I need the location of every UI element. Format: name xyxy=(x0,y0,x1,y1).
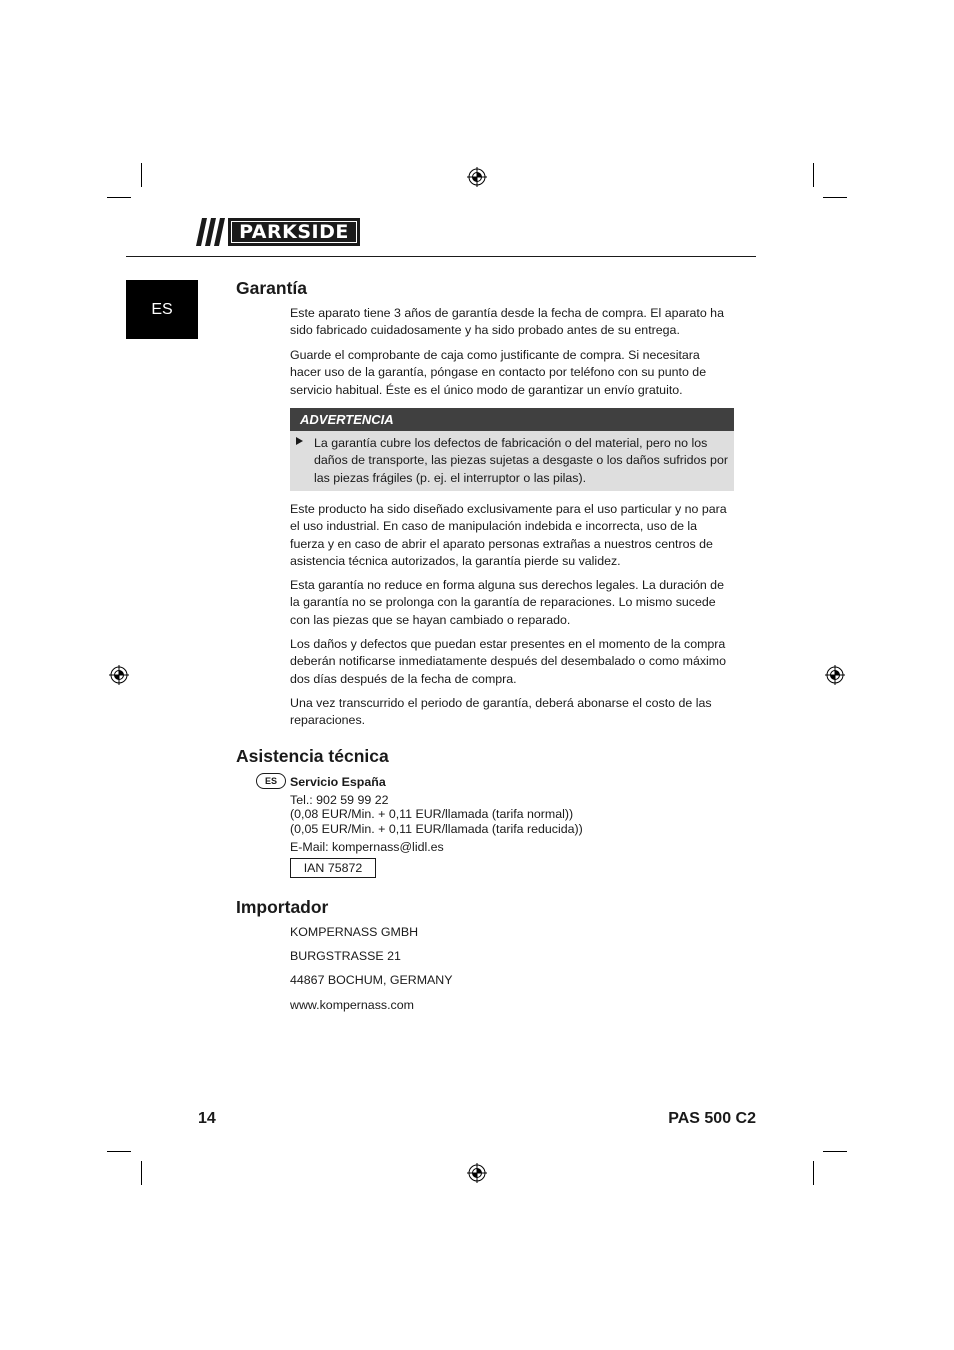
crop-mark xyxy=(813,163,814,187)
service-email: E-Mail: kompernass@lidl.es xyxy=(290,840,444,854)
importer-city: 44867 BOCHUM, GERMANY xyxy=(290,973,453,987)
importer-street: BURGSTRASSE 21 xyxy=(290,949,401,963)
garantia-paragraph-1: Este aparato tiene 3 años de garantía desde la fecha de compra. El aparato ha sido fabricado cuidadosamente y ha sido probado antes de su entrega. xyxy=(290,306,724,338)
garantia-paragraph-3: Este producto ha sido diseñado exclusivamente para el uso particular y no para el uso industrial. En caso de manipulación indebida e incorrecta, uso de la fuerza y en caso de abrir el aparato personas extrañas a nuestros centros de asistencia técnica autorizados, la garantía pierde su validez. xyxy=(290,502,727,569)
warning-box xyxy=(290,431,734,491)
country-badge: ES xyxy=(256,773,286,789)
section-title-importador: Importador xyxy=(236,897,329,917)
garantia-paragraph-5: Los daños y defectos que puedan estar presentes en el momento de la compra deberán notificarse inmediatamente después del desembalado o como máximo dos días después de la fecha de compra. xyxy=(290,637,726,686)
crop-mark xyxy=(823,1151,847,1152)
registration-mark-icon xyxy=(109,665,129,685)
registration-mark-icon xyxy=(825,665,845,685)
warning-text: La garantía cubre los defectos de fabricación o del material, pero no los daños de transporte, las piezas sujetas a desgaste o los daños sufridos por las piezas frágiles (p. ej. el interruptor o las pilas). xyxy=(314,436,728,485)
garantia-paragraph-2: Guarde el comprobante de caja como justificante de compra. Si necesitara hacer uso de la garantía, póngase en contacto por teléfono con su punto de servicio habitual. Éste es el único modo de garantizar un envío gratuito. xyxy=(290,348,707,397)
warning-title: ADVERTENCIA xyxy=(300,412,394,427)
crop-mark xyxy=(823,197,847,198)
warning-header xyxy=(290,408,734,431)
garantia-paragraph-4: Esta garantía no reduce en forma alguna sus derechos legales. La duración de la garantía no se prolonga con la garantía de reparaciones. Lo mismo sucede con las piezas que se hayan cambiado o reparado. xyxy=(290,578,724,627)
service-tel: Tel.: 902 59 99 22 xyxy=(290,793,389,807)
arrow-right-icon xyxy=(296,437,303,445)
service-name: Servicio España xyxy=(290,775,386,789)
logo-inner xyxy=(231,221,357,243)
crop-mark xyxy=(107,197,131,198)
registration-mark-icon xyxy=(467,167,487,187)
service-rate-reduced: (0,05 EUR/Min. + 0,11 EUR/llamada (tarifa reducida)) xyxy=(290,822,583,836)
logo-slashes-icon xyxy=(196,218,228,246)
language-tab: ES xyxy=(126,280,198,339)
crop-mark xyxy=(141,163,142,187)
importer-web: www.kompernass.com xyxy=(290,998,414,1012)
registration-mark-icon xyxy=(467,1163,487,1183)
model-name: PAS 500 C2 xyxy=(668,1110,756,1127)
importer-company: KOMPERNASS GMBH xyxy=(290,925,419,939)
ian-box: IAN 75872 xyxy=(290,858,376,878)
crop-mark xyxy=(141,1161,142,1185)
page-number: 14 xyxy=(198,1110,216,1127)
garantia-paragraph-6: Una vez transcurrido el periodo de garantía, deberá abonarse el costo de las reparaciones. xyxy=(290,696,712,728)
section-title-garantia: Garantía xyxy=(236,278,307,298)
logo-text: PARKSIDE xyxy=(239,220,349,243)
header-rule xyxy=(126,256,756,257)
crop-mark xyxy=(107,1151,131,1152)
service-rate-normal: (0,08 EUR/Min. + 0,11 EUR/llamada (tarifa normal)) xyxy=(290,807,574,821)
crop-mark xyxy=(813,1161,814,1185)
parkside-logo xyxy=(196,218,360,246)
section-title-asistencia: Asistencia técnica xyxy=(236,746,389,766)
logo-box xyxy=(228,218,360,246)
